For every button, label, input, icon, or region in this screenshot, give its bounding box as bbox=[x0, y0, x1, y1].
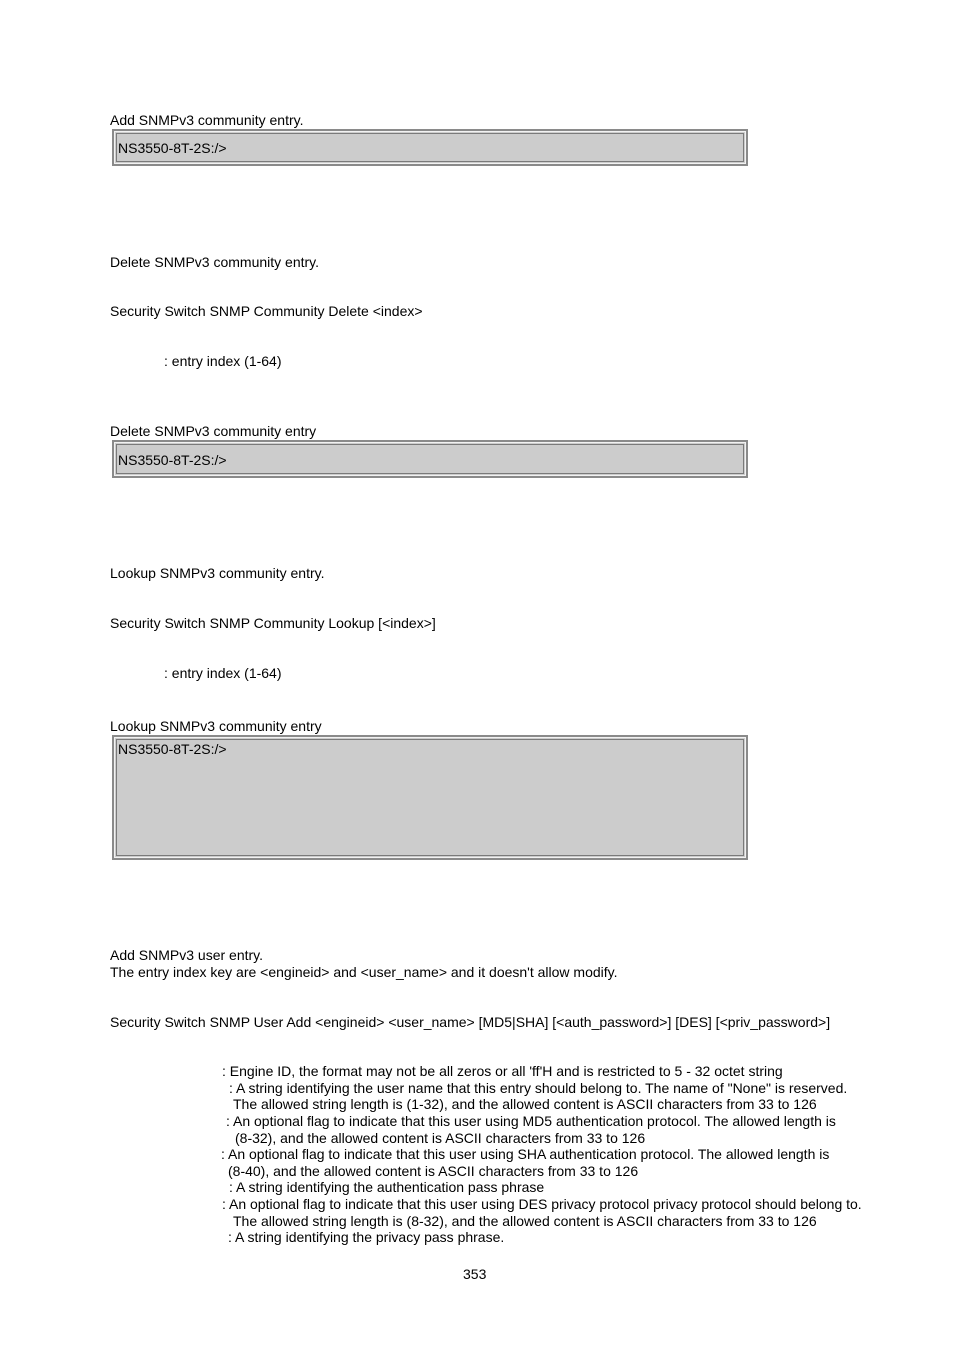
user-add-syntax: Security Switch SNMP User Add <engineid> <user_name> [MD5|SHA] [<auth_password>] [DES] [<priv_password>] bbox=[110, 1014, 831, 1030]
param-sha: : An optional flag to indicate that this user using SHA authentication protocol. The allowed length is bbox=[221, 1146, 830, 1162]
lookup-community-description: Lookup SNMPv3 community entry. bbox=[110, 565, 325, 581]
delete-community-syntax: Security Switch SNMP Community Delete <index> bbox=[110, 303, 423, 319]
add-community-console bbox=[112, 129, 748, 166]
lookup-community-example-label: Lookup SNMPv3 community entry bbox=[110, 718, 322, 734]
user-add-description-1: Add SNMPv3 user entry. bbox=[110, 947, 264, 963]
param-auth-password: : A string identifying the authentication pass phrase bbox=[229, 1179, 545, 1195]
delete-community-description: Delete SNMPv3 community entry. bbox=[110, 254, 320, 270]
param-md5-cont: (8-32), and the allowed content is ASCII characters from 33 to 126 bbox=[235, 1130, 646, 1146]
lookup-community-syntax: Security Switch SNMP Community Lookup [<index>] bbox=[110, 615, 436, 631]
param-sha-cont: (8-40), and the allowed content is ASCII characters from 33 to 126 bbox=[228, 1163, 639, 1179]
lookup-community-console bbox=[112, 735, 748, 860]
lookup-community-param: : entry index (1-64) bbox=[164, 665, 282, 681]
console-prompt: NS3550-8T-2S:/> bbox=[118, 140, 227, 156]
console-prompt: NS3550-8T-2S:/> bbox=[118, 452, 227, 468]
param-user-name: : A string identifying the user name that this entry should belong to. The name of "None" is reserved. bbox=[229, 1080, 848, 1096]
add-community-description: Add SNMPv3 community entry. bbox=[110, 112, 304, 128]
param-des-cont: The allowed string length is (8-32), and the allowed content is ASCII characters from 33 to 126 bbox=[233, 1213, 817, 1229]
delete-community-console bbox=[112, 440, 748, 478]
param-des: : An optional flag to indicate that this user using DES privacy protocol privacy protocol should belong to. bbox=[222, 1196, 862, 1212]
param-priv-password: : A string identifying the privacy pass phrase. bbox=[228, 1229, 505, 1245]
param-engineid: : Engine ID, the format may not be all zeros or all 'ff'H and is restricted to 5 - 32 octet string bbox=[222, 1063, 783, 1079]
delete-community-example-label: Delete SNMPv3 community entry bbox=[110, 423, 317, 439]
param-user-name-cont: The allowed string length is (1-32), and the allowed content is ASCII characters from 33 to 126 bbox=[233, 1096, 817, 1112]
param-md5: : An optional flag to indicate that this user using MD5 authentication protocol. The allowed length is bbox=[226, 1113, 836, 1129]
user-add-description-2: The entry index key are <engineid> and <user_name> and it doesn't allow modify. bbox=[110, 964, 618, 980]
console-prompt: NS3550-8T-2S:/> bbox=[118, 741, 227, 757]
delete-community-param: : entry index (1-64) bbox=[164, 353, 282, 369]
page-number: 353 bbox=[463, 1266, 487, 1282]
